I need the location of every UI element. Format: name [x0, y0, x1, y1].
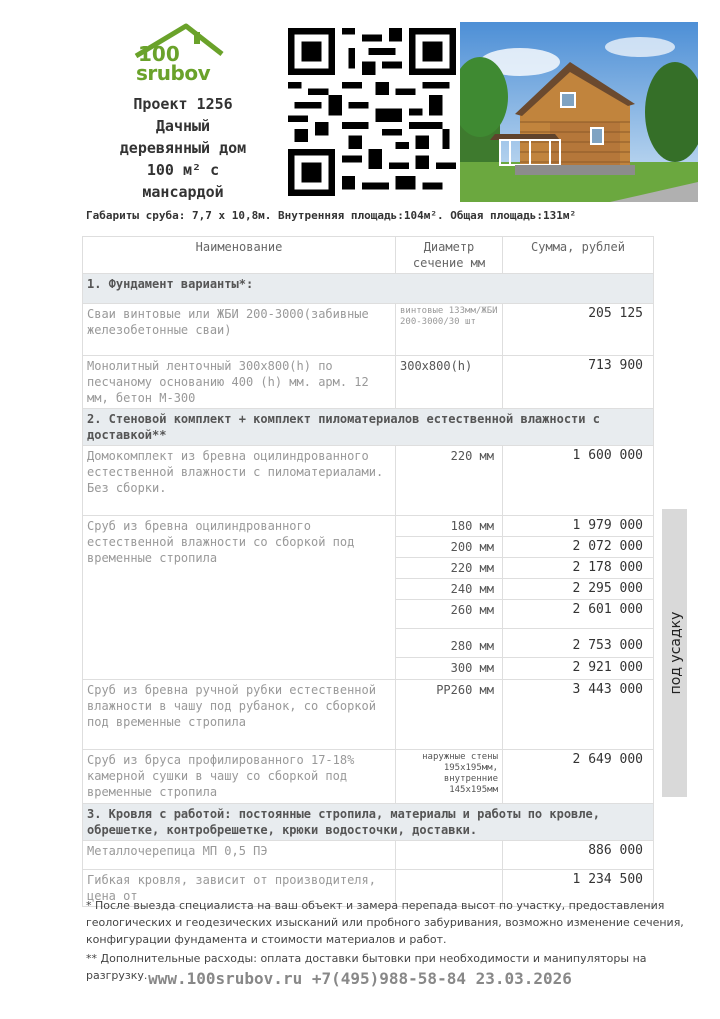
project-title: Проект 1256 Дачный деревянный дом 100 м² с мансардой	[119, 95, 247, 201]
dimensions-line: Габариты сруба: 7,7 х 10,8м. Внутренняя площадь:104м². Общая площадь:131м²	[86, 209, 577, 222]
row-diameter: наружные стены 195х195мм, внутренние 145х195мм	[396, 750, 503, 804]
footnote-1: * После выезда специалиста на ваш объект и замера перепада высот по участку, предоставления геологических и геодезических изысканий или пробного забуривания, возможно изменение сечения, конфигурации фундамента и стоимости материалов и работ.	[86, 899, 684, 946]
row-diameter: РР260 мм	[396, 680, 503, 750]
row-diameter: 300х800(h)	[396, 356, 503, 409]
table-row	[83, 841, 654, 870]
footnote-2: ** Дополнительные расходы: оплата доставки бытовки при необходимости и манипуляторы на разгрузку.	[86, 952, 647, 982]
house-photo	[460, 22, 698, 202]
option-sum: 1 979 000	[503, 516, 653, 537]
option-diameter: 260 мм	[396, 600, 502, 629]
row-name: Сваи винтовые или ЖБИ 200-3000(забивные железобетонные сваи)	[83, 304, 396, 356]
logo-text: srubov	[136, 61, 211, 85]
option-sum: 2 753 000	[503, 629, 653, 658]
option-diameter: 300 мм	[450, 661, 494, 675]
option-diameter: 200 мм	[396, 537, 502, 558]
row-name: Сруб из бревна ручной рубки естественной влажности в чашу под рубанок, со сборкой под временные стропила	[83, 680, 396, 750]
table-row	[83, 516, 654, 680]
row-name: Домокомплект из бревна оцилиндрованного естественной влажности с пиломатериалами. Без сборки.	[83, 446, 396, 516]
option-diameter: 220 мм	[396, 558, 502, 579]
settlement-side-label	[662, 509, 687, 797]
section-row	[83, 804, 654, 841]
section-row	[83, 409, 654, 446]
table-row	[83, 356, 654, 409]
header-diameter: Диаметр сечение мм	[396, 237, 503, 274]
header-name: Наименование	[83, 237, 396, 274]
option-sum: 2 601 000	[503, 600, 653, 629]
option-sum: 2 178 000	[503, 558, 653, 579]
logo-number: 100	[138, 42, 180, 66]
side-label-text: под усадку	[668, 611, 684, 695]
row-sum: 886 000	[503, 841, 654, 870]
option-diameter: 280 мм	[396, 629, 502, 658]
footer-contacts[interactable]: www.100srubov.ru +7(495)988-58-84 23.03.2026	[148, 969, 572, 988]
option-sum: 2 921 000	[572, 660, 643, 675]
header-sum: Сумма, рублей	[503, 237, 654, 274]
option-sum: 2 295 000	[503, 579, 653, 600]
log-sum-options	[503, 516, 654, 680]
row-sum: 205 125	[503, 304, 654, 356]
option-diameter: 180 мм	[396, 516, 502, 537]
qr-code[interactable]	[288, 28, 456, 196]
row-diameter: винтовые 133мм/ЖБИ 200-3000/30 шт	[396, 304, 503, 356]
row-sum: 2 649 000	[503, 750, 654, 804]
section-title: 2. Стеновой комплект + комплект пиломатериалов естественной влажности с доставкой**	[83, 409, 654, 446]
row-name: Сруб из бревна оцилиндрованного естественной влажности со сборкой под временные стропила	[83, 516, 396, 680]
section-row	[83, 274, 654, 304]
company-logo	[130, 22, 225, 85]
row-sum: 713 900	[503, 356, 654, 409]
log-diameter-options	[396, 516, 503, 680]
row-name: Сруб из бруса профилированного 17-18% камерной сушки в чашу со сборкой под временные стропила	[83, 750, 396, 804]
row-sum: 1 234 500	[503, 870, 654, 907]
table-row	[83, 680, 654, 750]
option-sum: 2 072 000	[503, 537, 653, 558]
row-name: Монолитный ленточный 300х800(h) по песчаному основанию 400 (h) мм. арм. 12 мм, бетон М-300	[83, 356, 396, 409]
table-row	[83, 446, 654, 516]
section-title: 1. Фундамент варианты*:	[83, 274, 654, 304]
row-diameter	[396, 841, 503, 870]
row-sum: 1 600 000	[503, 446, 654, 516]
price-table	[82, 236, 654, 907]
row-name: Гибкая кровля, зависит от производителя, цена от	[83, 870, 396, 907]
row-diameter: 220 мм	[396, 446, 503, 516]
row-name: Металлочерепица МП 0,5 ПЭ	[83, 841, 396, 870]
option-diameter: 240 мм	[396, 579, 502, 600]
table-row	[83, 304, 654, 356]
section-title: 3. Кровля с работой: постоянные стропила, материалы и работы по кровле, обрешетке, контробрешетке, крюки водосточки, доставки.	[83, 804, 654, 841]
table-row	[83, 750, 654, 804]
row-sum: 3 443 000	[503, 680, 654, 750]
table-header-row	[83, 237, 654, 274]
